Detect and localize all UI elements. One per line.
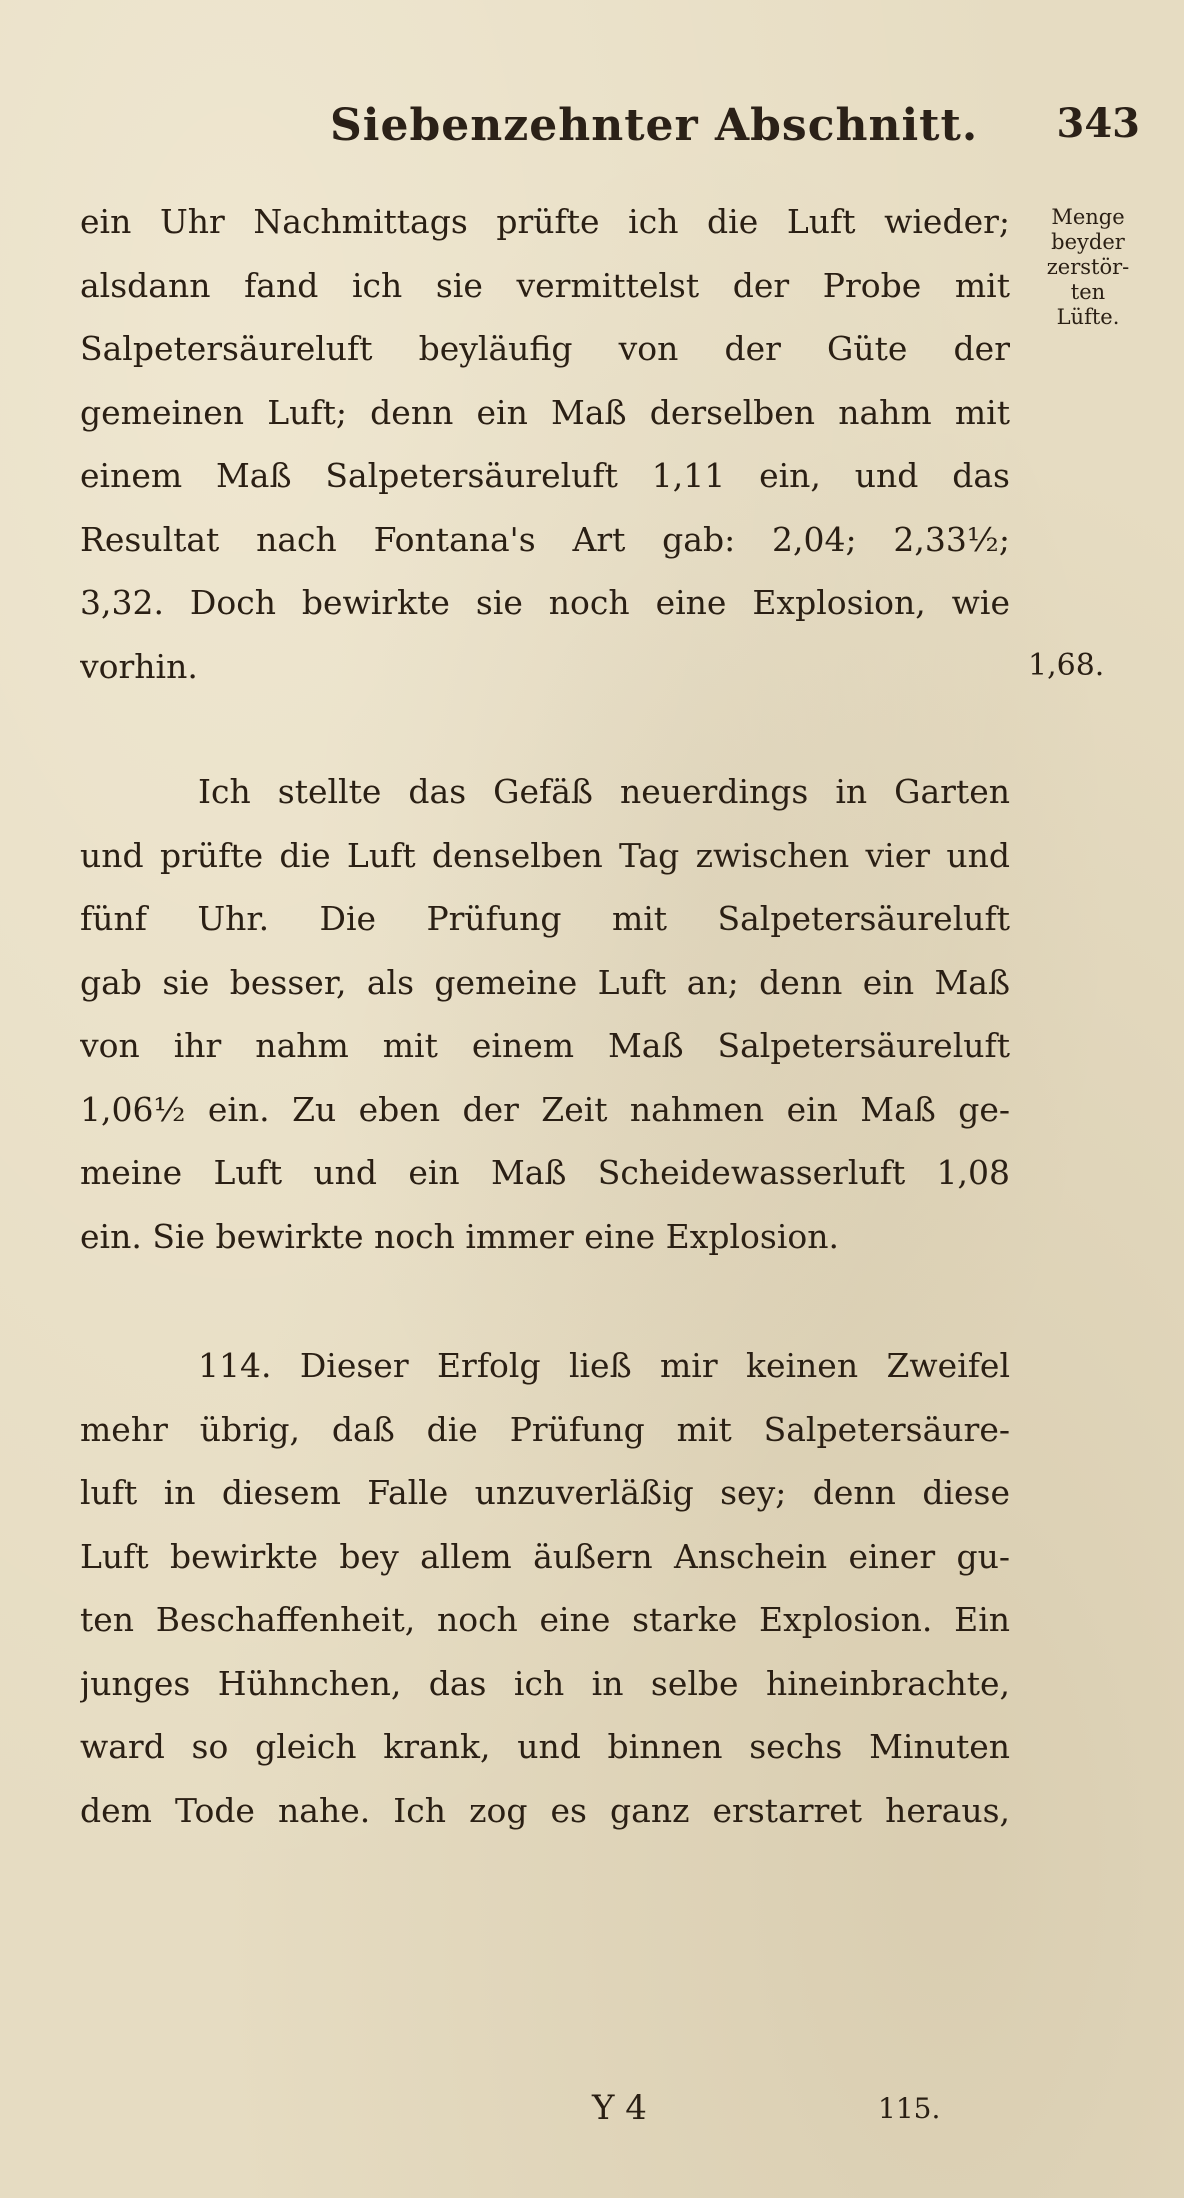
running-head: Siebenzehnter Abschnitt. (330, 100, 979, 151)
text-line: ward so gleich krank, und binnen sechs Minuten (80, 1727, 1010, 1766)
text-line: und prüfte die Luft denselben Tag zwischen vier und (80, 835, 1010, 875)
text-line: luft in diesem Falle unzuverläßig sey; denn diese (80, 1473, 1010, 1512)
catchword: 115. (878, 2092, 941, 2125)
text-line: fünf Uhr. Die Prüfung mit Salpetersäureluft (80, 899, 1010, 938)
text-line: 1,06½ ein. Zu eben der Zeit nahmen ein Maß ge- (80, 1089, 1010, 1129)
text-line: gemeinen Luft; denn ein Maß derselben nahm mit (80, 392, 1010, 432)
text-line: Resultat nach Fontana's Art gab: 2,04; 2,33½; (80, 519, 1010, 559)
text-line: ein Uhr Nachmittags prüfte ich die Luft wieder; (80, 202, 1010, 241)
margin-number: 1,68. (1028, 648, 1105, 683)
margin-note-line: Lüfte. (1056, 305, 1120, 329)
page-header (80, 100, 1140, 160)
paragraph-3 (80, 1334, 1010, 1842)
text-line: vorhin. (80, 646, 198, 686)
text-line: ein. Sie bewirkte noch immer eine Explosion. (80, 1216, 839, 1256)
text-line: 3,32. Doch bewirkte sie noch eine Explosion, wie (80, 583, 1010, 622)
text-line: dem Tode nahe. Ich zog es ganz erstarret heraus, (80, 1790, 1010, 1830)
margin-note-line: ten (1070, 280, 1106, 304)
paragraph-gap (80, 698, 1010, 760)
signature-mark: Y 4 (592, 2088, 647, 2128)
margin-note (1028, 205, 1148, 330)
text-line: Salpetersäureluft beyläufig von der Güte der (80, 329, 1010, 368)
margin-note-line: Menge (1051, 205, 1125, 229)
text-line: meine Luft und ein Maß Scheidewasserluft 1,08 (80, 1153, 1010, 1192)
text-line: von ihr nahm mit einem Maß Salpetersäureluft (80, 1026, 1010, 1065)
text-line: alsdann fand ich sie vermittelst der Probe mit (80, 265, 1010, 305)
paragraph-1 (80, 190, 1010, 698)
paragraph-2 (80, 760, 1010, 1268)
page-footer (80, 2088, 1140, 2148)
text-line: 114. Dieser Erfolg ließ mir keinen Zweifel (198, 1346, 1010, 1385)
text-line: Ich stellte das Gefäß neuerdings in Garten (198, 772, 1010, 811)
paragraph-gap (80, 1268, 1010, 1334)
margin-note-line: beyder (1051, 230, 1125, 254)
text-line: gab sie besser, als gemeine Luft an; denn ein Maß (80, 962, 1010, 1002)
margin-note-line: zerstör- (1046, 255, 1130, 279)
body-text (80, 190, 1010, 1842)
text-line: junges Hühnchen, das ich in selbe hineinbrachte, (80, 1663, 1010, 1703)
page-number: 343 (1056, 100, 1140, 147)
text-line: ten Beschaffenheit, noch eine starke Explosion. Ein (80, 1600, 1010, 1639)
text-line: einem Maß Salpetersäureluft 1,11 ein, und das (80, 456, 1010, 495)
text-line: Luft bewirkte bey allem äußern Anschein einer gu- (80, 1536, 1010, 1576)
text-line: mehr übrig, daß die Prüfung mit Salpetersäure- (80, 1409, 1010, 1449)
